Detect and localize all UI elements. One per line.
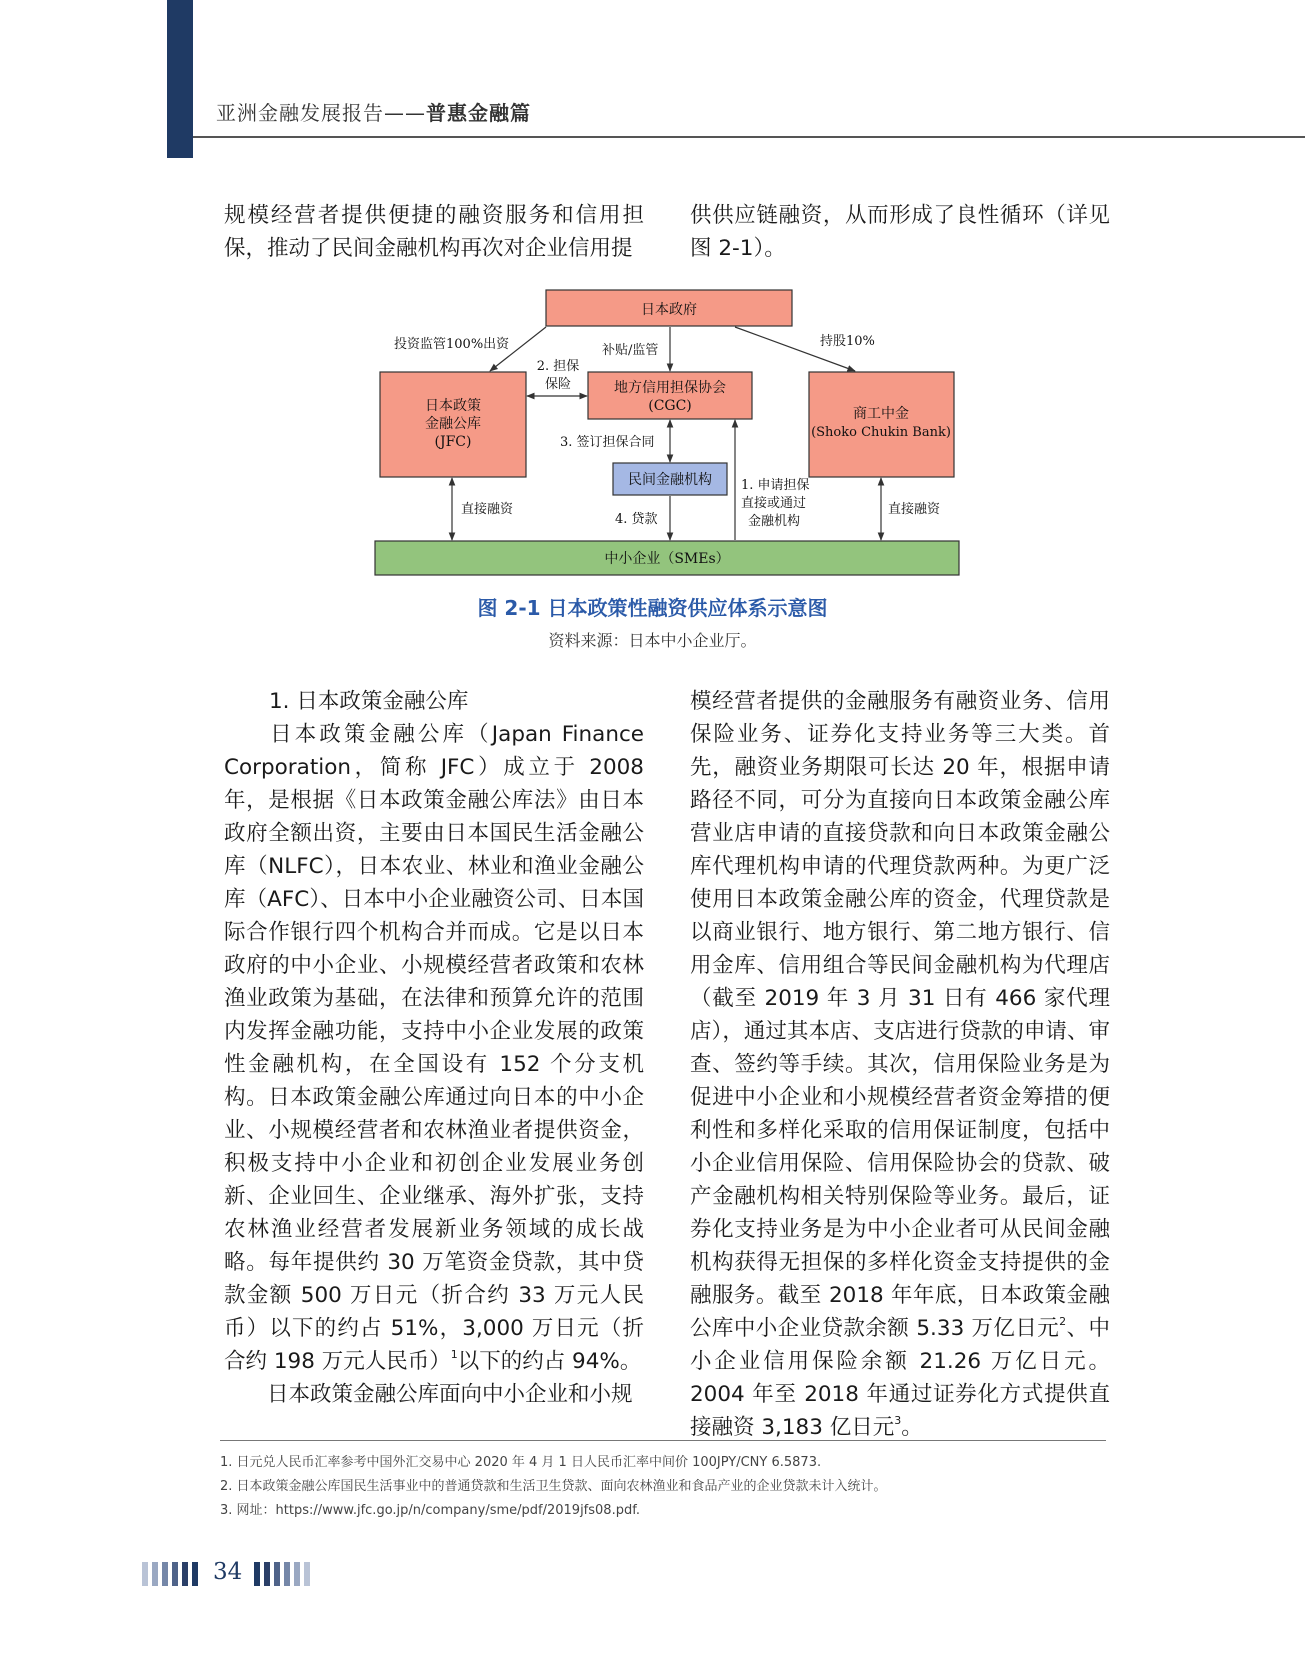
- node-jfc-text-2: 金融公库: [425, 416, 481, 432]
- footnote-3: 3. 网址：https://www.jfc.go.jp/n/company/sme/pdf/2019jfs08.pdf.: [220, 1503, 640, 1518]
- label-invest: 投资监管100%出资: [394, 337, 510, 352]
- label-guarantee-2: 保险: [544, 377, 572, 392]
- header-title-bold: 普惠金融篇: [426, 101, 531, 125]
- body-right-paragraph-1: [690, 685, 1110, 1444]
- node-jfc-text-3: (JFC): [434, 434, 472, 450]
- intro-left-text: 规模经营者提供便捷的融资服务和信用担保，推动了民间金融机构再次对企业信用提: [224, 203, 644, 261]
- label-apply-1: 1. 申请担保: [741, 478, 810, 493]
- footnote-ref-3: 3: [894, 1414, 902, 1427]
- body-left-paragraph-2: [224, 1378, 644, 1411]
- body-left-column: [224, 685, 644, 1411]
- body-left-p2-text: 日本政策金融公库面向中小企业和小规: [267, 1382, 633, 1407]
- label-guarantee-1: 2. 担保: [536, 359, 580, 374]
- label-contract: 3. 签订担保合同: [560, 435, 655, 450]
- footnote-1: 1. 日元兑人民币汇率参考中国外汇交易中心 2020 年 4 月 1 日人民币汇率中间价 100JPY/CNY 6.5873.: [220, 1455, 822, 1470]
- label-share: 持股10%: [820, 334, 875, 349]
- intro-right-text: 供供应链融资，从而形成了良性循环（详见图 2-1）。: [690, 203, 1110, 261]
- footnote-rule: [220, 1440, 1106, 1441]
- node-jfc-text-1: 日本政策: [425, 398, 481, 414]
- section-heading: 1. 日本政策金融公库: [269, 689, 469, 714]
- node-cgc-text-2: (CGC): [648, 398, 692, 414]
- label-direct-right: 直接融资: [888, 502, 941, 517]
- body-right-column: [690, 685, 1110, 1444]
- node-cgc-text-1: 地方信用担保协会: [614, 380, 726, 396]
- page-number: 34: [213, 1559, 243, 1585]
- label-direct-left: 直接融资: [461, 502, 514, 517]
- label-apply-3: 金融机构: [748, 514, 801, 529]
- body-left-p1-text: 日本政策金融公库（Japan Finance Corporation，简称 JFC）成立于 2008 年，是根据《日本政策金融公库法》由日本政府全额出资，主要由日本国民生活金融公库（NLFC），日本农业、林业和渔业金融公库（AFC）、日本中小企业融资公司、日本国际合作银行四个机构合并而成。它是以日本政府的中小企业、小规模经营者政策和农林渔业政策为基础，在法律和预算允许的范围内发挥金融功能，支持中小企业发展的政策性金融机构，在全国设有 152 个分支机构。日本政策金融公库通过向日本的中小企业、小规模经营者和农林渔业者提供资金，积极支持中小企业和初创企业发展业务创新、企业回生、企业继承、海外扩张，支持农林渔业经营者发展新业务领域的成长战略。每年提供约 30 万笔资金贷款，其中贷款金额 500 万日元（折合约 33 万元人民币）以下的约占 51%，3,000 万日元（折合约 198 万元人民币）: [224, 722, 644, 1374]
- header-title-prefix: 亚洲金融发展报告——: [216, 101, 426, 125]
- figure-title: 图 2-1 日本政策性融资供应体系示意图: [477, 596, 828, 620]
- figure-source: 资料来源：日本中小企业厅。: [548, 631, 757, 650]
- footnote-ref-1: 1: [450, 1348, 458, 1361]
- body-right-p1-end: 。: [901, 1415, 923, 1440]
- footnote-ref-2: 2: [1059, 1315, 1067, 1328]
- label-subsidy: 补贴/监管: [602, 343, 659, 358]
- body-left-paragraph-1: [224, 718, 644, 1378]
- node-sme-text: 中小企业（SMEs）: [604, 551, 730, 567]
- node-private-text: 民间金融机构: [628, 472, 712, 488]
- label-apply-2: 直接或通过: [741, 496, 807, 511]
- body-right-p1-mid: 、中小企业信用保险余额 21.26 万亿日元。2004 年至 2018 年通过证券化方式提供直接融资 3,183 亿日元: [690, 1316, 1110, 1440]
- label-loan: 4. 贷款: [615, 512, 658, 527]
- body-left-p1-end: 以下的约占 94%。: [457, 1349, 642, 1374]
- figure-diagram: [0, 0, 1305, 600]
- node-shoko-text-2: (Shoko Chukin Bank): [811, 425, 951, 440]
- footnote-2: 2. 日本政策金融公库国民生活事业中的普通贷款和生活卫生贷款、面向农林渔业和食品产业的企业贷款未计入统计。: [220, 1479, 887, 1494]
- body-right-p1-text: 模经营者提供的金融服务有融资业务、信用保险业务、证券化支持业务等三大类。首先，融资业务期限可长达 20 年，根据申请路径不同，可分为直接向日本政策金融公库营业店申请的直接贷款和向日本政策金融公库代理机构申请的代理贷款两种。为更广泛使用日本政策金融公库的资金，代理贷款是以商业银行、地方银行、第二地方银行、信用金库、信用组合等民间金融机构为代理店（截至 2019 年 3 月 31 日有 466 家代理店），通过其本店、支店进行贷款的申请、审查、签约等手续。其次，信用保险业务是为促进中小企业和小规模经营者资金筹措的便利性和多样化采取的信用保证制度，包括中小企业信用保险、信用保险协会的贷款、破产金融机构相关特别保险等业务。最后，证券化支持业务是为中小企业者可从民间金融机构获得无担保的多样化资金支持提供的金融服务。截至 2018 年年底，日本政策金融公库中小企业贷款余额 5.33 万亿日元: [690, 689, 1110, 1341]
- node-gov-text: 日本政府: [641, 302, 697, 318]
- node-shoko-text-1: 商工中金: [853, 406, 909, 422]
